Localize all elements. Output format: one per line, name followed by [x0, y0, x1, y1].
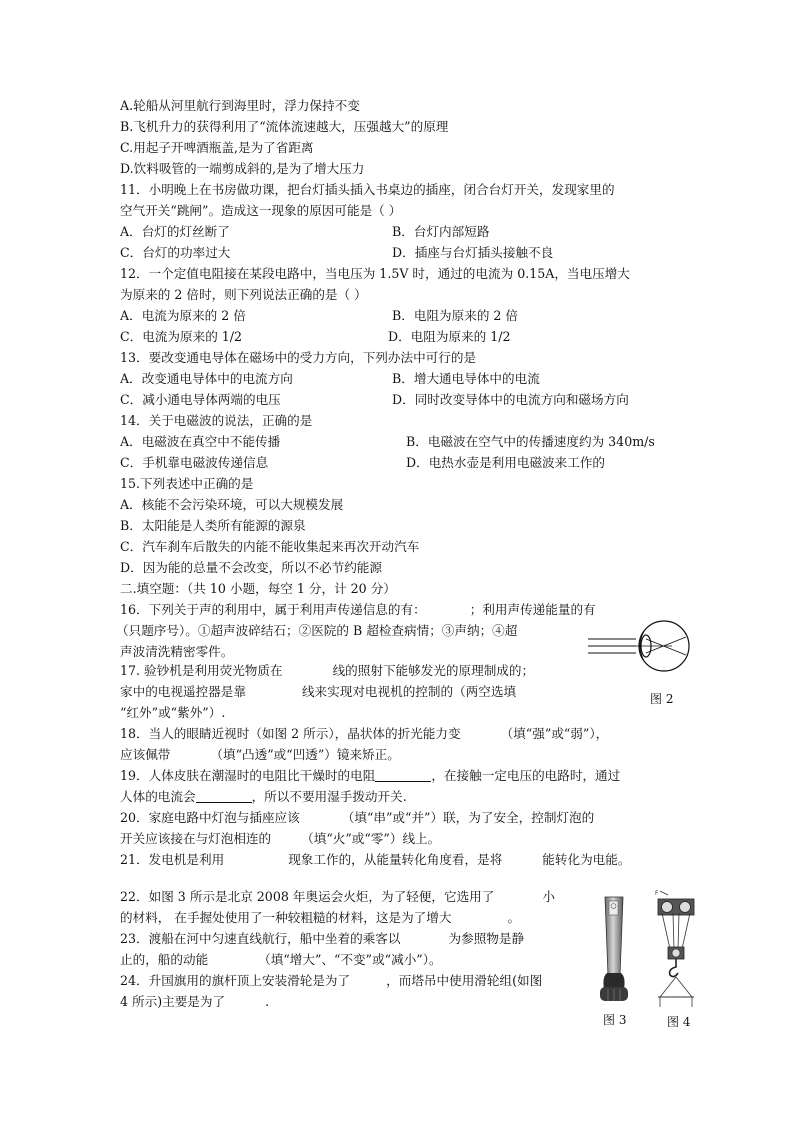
q14-option-a: A．电磁波在真空中不能传播 — [120, 434, 281, 449]
q20-text-d: （填“火”或“零”）线上。 — [301, 831, 441, 846]
figure-4-caption: 图 4 — [667, 1015, 691, 1029]
pulley-block-figure — [654, 887, 698, 1011]
q21-text-b: 现象工作的，从能量转化角度看，是将 — [288, 852, 503, 867]
q12-option-c: C．电流为原来的 1/2 — [120, 329, 243, 344]
q15-option-a: A．核能不会污染环境，可以大规模发展 — [120, 497, 344, 512]
q15-option-d: D．因为能的总量不会改变，所以不必节约能源 — [120, 560, 382, 575]
q19-blank-1[interactable] — [375, 767, 431, 782]
olympic-torch-figure — [596, 893, 632, 1009]
q11-option-b: B．台灯内部短路 — [392, 224, 490, 239]
q24-text-d: . — [265, 994, 270, 1009]
q17-text-c: 家中的电视遥控器是靠 — [120, 684, 246, 699]
q18-line1 — [120, 724, 608, 744]
q23-text-c: 止的，船的动能 — [120, 952, 209, 967]
q18-text-a: 18．当人的眼睛近视时（如图 2 所示），晶状体的折光能力变 — [120, 726, 461, 741]
q21-text-c: 能转化为电能。 — [542, 852, 631, 867]
q14-option-b: B．电磁波在空气中的传播速度约为 340m/s — [406, 434, 655, 449]
q24-text-a: 24．升国旗用的旗杆顶上安装滑轮是为了 — [120, 973, 351, 988]
q16-line1 — [120, 600, 596, 620]
q11-option-c: C．台灯的功率过大 — [120, 245, 231, 260]
q21-line — [120, 850, 630, 870]
q14-option-d: D．电热水壶是利用电磁波来工作的 — [406, 455, 606, 470]
q20-text-c: 开关应该接在与灯泡相连的 — [120, 831, 272, 846]
option-d-prev: D.饮料吸管的一端剪成斜的,是为了增大压力 — [120, 161, 365, 176]
q12-option-b: B．电阻为原来的 2 倍 — [392, 308, 519, 323]
q16-line2: （只题序号）。①超声波碎结石；②医院的 B 超检查病情；③声纳；④超 — [116, 623, 518, 638]
q24-line2 — [120, 992, 269, 1012]
q15-option-b: B．太阳能是人类所有能源的源泉 — [120, 518, 306, 533]
q18-text-d: （填“凸透”或“凹透”）镜来矫正。 — [210, 747, 400, 762]
q18-line2 — [120, 745, 400, 765]
q17-text-b: 线的照射下能够发光的原理制成的； — [332, 663, 535, 678]
q15-stem: 15.下列表述中正确的是 — [120, 476, 254, 491]
q19-text-c: 人体的电流会 — [120, 789, 196, 804]
q17-text-a: 17. 验钞机是利用荧光物质在 — [120, 663, 283, 678]
q20-text-b: （填“串”或“并”）联，为了安全，控制灯泡的 — [341, 810, 595, 825]
q20-line2 — [120, 829, 440, 849]
q24-line1 — [120, 971, 542, 991]
q18-text-b: （填“强”或“弱”）， — [500, 726, 609, 741]
q24-text-c: 4 所示)主要是为了 — [120, 994, 226, 1009]
q11-option-a: A．台灯的灯丝断了 — [120, 224, 230, 239]
q11-stem-line1: 11．小明晚上在书房做功课，把台灯插头插入书桌边的插座，闭合台灯开关，发现家里的 — [120, 182, 615, 197]
q17-line2 — [120, 682, 516, 702]
q12-stem-line2: 为原来的 2 倍时，则下列说法正确的是（ ） — [120, 287, 367, 302]
q14-option-c: C．手机靠电磁波传递信息 — [120, 455, 269, 470]
q19-line2 — [120, 787, 407, 807]
section-fill-in-heading: 二.填空题：（共 10 小题，每空 1 分，计 20 分） — [120, 581, 396, 596]
q22-text-b: 小 — [542, 889, 555, 904]
option-c-prev: C.用起子开啤酒瓶盖,是为了省距离 — [120, 140, 314, 155]
q22-line2 — [120, 908, 520, 928]
q18-text-c: 应该佩带 — [120, 747, 171, 762]
q19-text-b: ，在接触一定电压的电路时，通过 — [431, 768, 621, 783]
q23-text-a: 23．渡船在河中匀速直线航行，船中坐着的乘客以 — [120, 931, 401, 946]
q13-option-c: C．减小通电导体两端的电压 — [120, 392, 281, 407]
q24-text-b: ，而塔吊中使用滑轮组(如图 — [386, 973, 543, 988]
q11-stem-line2: 空气开关“跳闸”。造成这一现象的原因可能是（ ） — [120, 203, 402, 218]
q19-line1 — [120, 766, 620, 786]
q13-option-d: D．同时改变导体中的电流方向和磁场方向 — [392, 392, 629, 407]
q16-line3: 声波清洗精密零件。 — [120, 644, 234, 659]
q22-text-c: 的材料， 在手握处使用了一种较粗糙的材料，这是为了增大 — [120, 910, 452, 925]
q21-text-a: 21．发电机是利用 — [120, 852, 225, 867]
q11-option-d: D．插座与台灯插头接触不良 — [392, 245, 554, 260]
figure-2-caption: 图 2 — [650, 692, 674, 706]
figure-3-caption: 图 3 — [603, 1013, 627, 1027]
q12-option-d: D．电阻为原来的 1/2 — [388, 329, 511, 344]
q16-text-b: ；利用声传递能量的有 — [469, 602, 596, 617]
option-a-prev: A.轮船从河里航行到海里时，浮力保持不变 — [120, 98, 360, 113]
q12-option-a: A．电流为原来的 2 倍 — [120, 308, 246, 323]
q14-stem: 14．关于电磁波的说法，正确的是 — [120, 413, 313, 428]
q23-text-d: （填“增大”、“不变”或“减小”）。 — [258, 952, 442, 967]
q23-line1 — [120, 929, 524, 949]
q19-text-d: ，所以不要用湿手拨动开关. — [251, 789, 407, 804]
q20-line1 — [120, 808, 594, 828]
q19-blank-2[interactable] — [196, 788, 252, 803]
q22-text-a: 22．如图 3 所示是北京 2008 年奥运会火炬，为了轻便，它选用了 — [120, 889, 495, 904]
q15-option-c: C．汽车刹车后散失的内能不能收集起来再次开动汽车 — [120, 539, 420, 554]
q22-text-d: 。 — [507, 910, 521, 925]
q13-option-b: B．增大通电导体中的电流 — [392, 371, 540, 386]
q23-text-b: 为参照物是静 — [448, 931, 525, 946]
q17-text-d: 线来实现对电视机的控制的（两空选填 — [301, 684, 517, 699]
q23-line2 — [120, 950, 442, 970]
q20-text-a: 20．家庭电路中灯泡与插座应该 — [120, 810, 300, 825]
q17-line3: “红外”或“紫外”）. — [120, 705, 226, 720]
option-b-prev: B.飞机升力的获得利用了“流体流速越大，压强越大”的原理 — [120, 119, 449, 134]
q16-text-a: 16．下列关于声的利用中，属于利用声传递信息的有： — [120, 602, 426, 617]
q13-stem: 13．要改变通电导体在磁场中的受力方向，下列办法中可行的是 — [120, 350, 477, 365]
q19-text-a: 19．人体皮肤在潮湿时的电阻比干燥时的电阻 — [120, 768, 376, 783]
q12-stem-line1: 12．一个定值电阻接在某段电路中，当电压为 1.5V 时，通过的电流为 0.15A，当电压增大 — [120, 266, 630, 281]
svg-text:F: F — [655, 890, 659, 897]
eye-diagram-figure — [586, 615, 696, 677]
q13-option-a: A．改变通电导体中的电流方向 — [120, 371, 293, 386]
q22-line1 — [120, 887, 555, 907]
q17-line1 — [120, 661, 534, 681]
